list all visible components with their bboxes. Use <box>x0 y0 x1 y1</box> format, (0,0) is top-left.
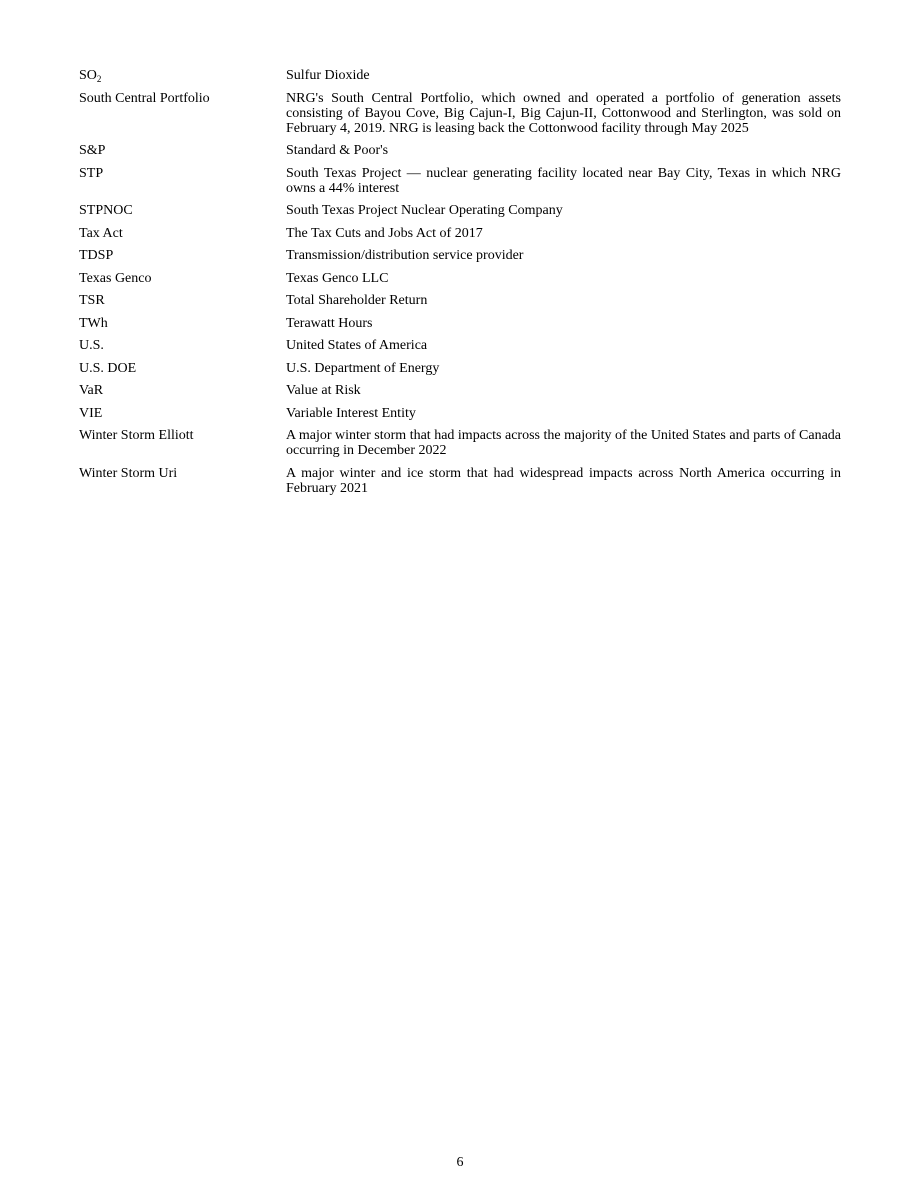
glossary-term: S&P <box>79 143 106 158</box>
glossary-definition: Transmission/distribution service provider <box>286 248 524 263</box>
glossary-entry <box>79 316 841 331</box>
glossary-entry <box>79 248 841 263</box>
glossary-entry <box>79 338 841 353</box>
glossary-entry <box>79 226 841 241</box>
glossary-entry <box>79 91 841 136</box>
glossary-definition: Terawatt Hours <box>286 315 373 331</box>
glossary-definition: United States of America <box>286 338 428 353</box>
glossary-term: STP <box>79 165 104 181</box>
glossary-term: TSR <box>79 293 105 308</box>
glossary-entry <box>79 68 841 83</box>
glossary-definition: A major winter storm that had impacts across the majority of the United States and parts of Canada occurring in December 2022 <box>286 428 841 458</box>
glossary-definition: Total Shareholder Return <box>286 293 428 308</box>
glossary-definition: NRG's South Central Portfolio, which owned and operated a portfolio of generation assets consisting of Bayou Cove, Big Cajun-I, Big Cajun-II, Cottonwood and Sterlington, was sold on February 4, 2019. NRG is leasing back the Cottonwood facility through May 2025 <box>286 90 841 136</box>
glossary-entry <box>79 466 841 496</box>
glossary-term: U.S. DOE <box>79 360 137 376</box>
glossary-term: U.S. <box>79 338 104 353</box>
glossary-entry <box>79 271 841 286</box>
glossary-definition: Value at Risk <box>286 383 361 398</box>
glossary-term: South Central Portfolio <box>79 90 210 106</box>
glossary-definition: The Tax Cuts and Jobs Act of 2017 <box>286 225 483 241</box>
glossary-definition: Texas Genco LLC <box>286 270 389 286</box>
glossary-definition: South Texas Project — nuclear generating facility located near Bay City, Texas in which NRG owns a 44% interest <box>286 165 841 196</box>
glossary-entry <box>79 203 841 218</box>
term-subscript: 2 <box>96 74 102 84</box>
glossary-term: $SO_2$ <box>79 68 102 84</box>
glossary-definition: A major winter and ice storm that had widespread impacts across North America occurring in February 2021 <box>286 465 841 496</box>
glossary-list <box>79 68 841 503</box>
glossary-entry <box>79 406 841 421</box>
glossary-entry <box>79 361 841 376</box>
glossary-term: Texas Genco <box>79 270 152 286</box>
glossary-term: STPNOC <box>79 203 133 218</box>
glossary-term: Winter Storm Elliott <box>79 428 194 443</box>
glossary-term: VIE <box>79 405 103 421</box>
glossary-entry <box>79 293 841 308</box>
glossary-term: TWh <box>79 315 108 331</box>
glossary-definition: Standard & Poor's <box>286 143 389 158</box>
glossary-term: Tax Act <box>79 225 123 241</box>
glossary-definition: U.S. Department of Energy <box>286 360 440 376</box>
glossary-entry <box>79 428 841 458</box>
glossary-definition: Variable Interest Entity <box>286 405 416 421</box>
glossary-definition: Sulfur Dioxide <box>286 68 370 83</box>
glossary-entry <box>79 166 841 196</box>
glossary-term: Winter Storm Uri <box>79 465 178 481</box>
glossary-term: VaR <box>79 383 104 398</box>
glossary-entry <box>79 383 841 398</box>
page-number: 6 <box>456 1155 464 1170</box>
glossary-term: TDSP <box>79 248 114 263</box>
glossary-entry <box>79 143 841 158</box>
glossary-definition: South Texas Project Nuclear Operating Company <box>286 203 563 218</box>
